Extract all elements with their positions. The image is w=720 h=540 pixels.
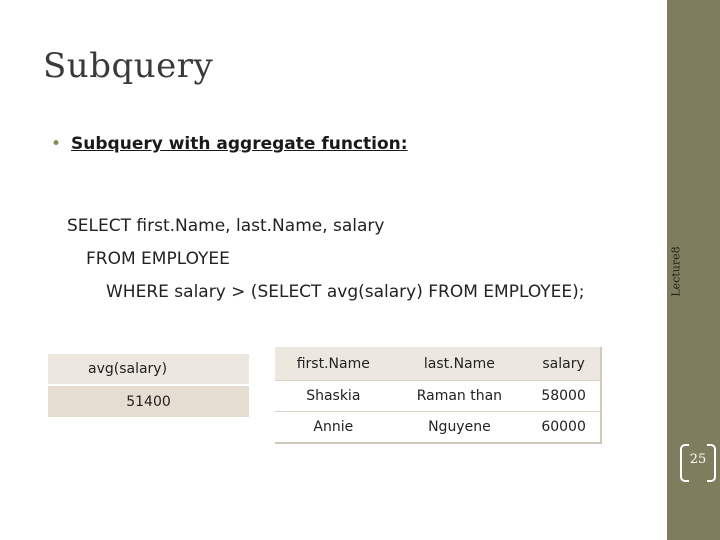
avg-table-value: 51400 [48,385,249,417]
employee-table [275,347,602,444]
page-number-badge [680,444,716,480]
table-cell: 60000 [527,412,601,444]
table-cell: 58000 [527,381,601,412]
column-header: salary [527,347,601,381]
table-cell: Annie [275,412,392,444]
avg-salary-table [48,354,249,417]
avg-table-header: avg(salary) [48,354,249,385]
sql-line-select: SELECT first.Name, last.Name, salary [67,216,385,236]
table-cell: Raman than [392,381,528,412]
table-cell: Shaskia [275,381,392,412]
table-row [275,412,601,444]
column-header: first.Name [275,347,392,381]
bullet-marker: • [51,134,62,154]
sql-line-from: FROM EMPLOYEE [86,249,230,269]
table-row [275,381,601,412]
table-cell: Nguyene [392,412,528,444]
bullet-text: Subquery with aggregate function: [71,134,408,154]
lecture-label: Lecture8 [669,246,683,297]
slide-title: Subquery [43,46,214,86]
sql-line-where: WHERE salary > (SELECT avg(salary) FROM EMPLOYEE); [106,282,585,302]
bullet-item [51,134,408,154]
column-header: last.Name [392,347,528,381]
page-number: 25 [689,452,707,467]
